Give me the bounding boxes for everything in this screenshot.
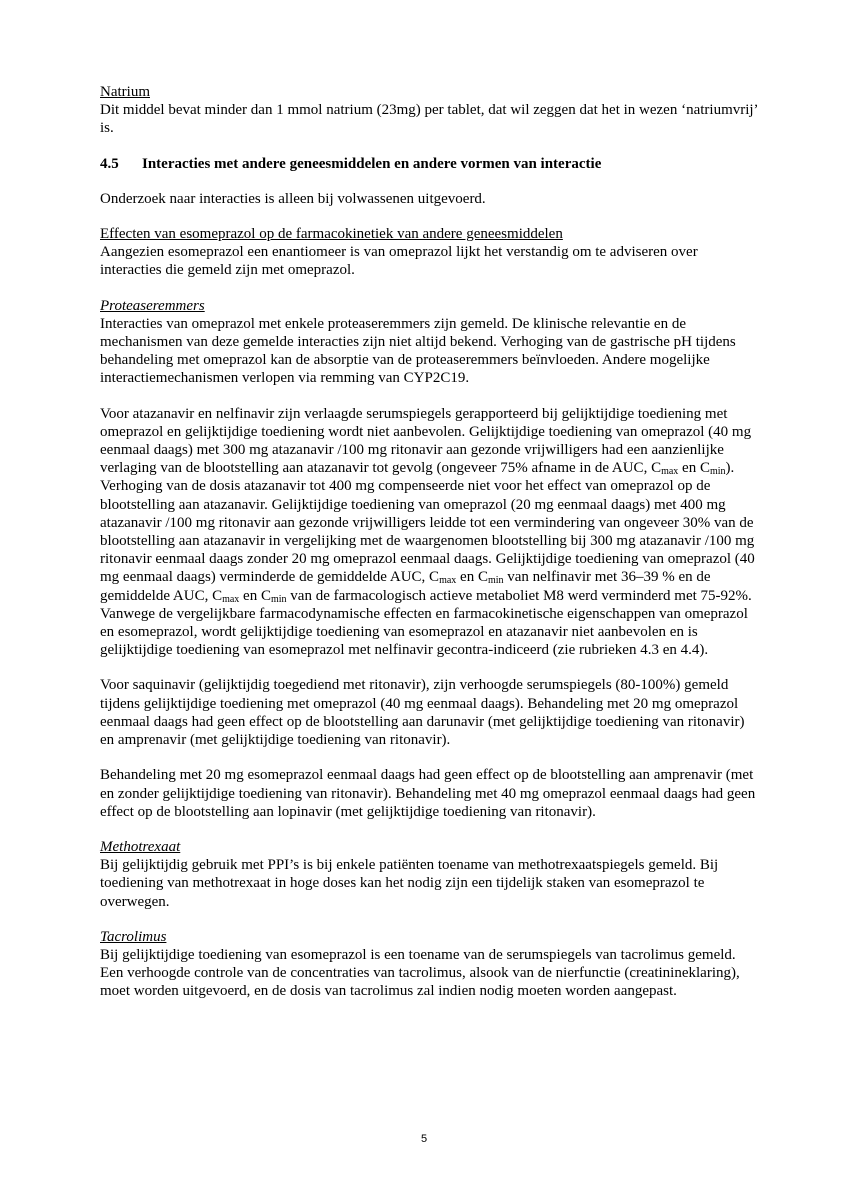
intro-block <box>100 190 760 208</box>
effecten-block <box>100 225 760 280</box>
atazanavir-block <box>100 405 760 660</box>
atazanavir-s3: ). Verhoging van de dosis atazanavir tot 400 mg compenseerde niet voor het effect van omeprazol op de blootstelling aan atazanavir. Gelijktijdige toediening van omeprazol (20 mg eenmaal daags) met 400 mg atazanavir /100 mg ritonavir aan gezonde vrijwilligers leidde tot een vermindering van ongeveer 30% van de blootstelling aan atazanavir in vergelijking met de waargenomen blootstelling bij 300 mg atazanavir /100 mg ritonavir eenmaal daags zonder 20 mg omeprazol eenmaal daags. Gelijktijdige toediening van omeprazol (40 mg eenmaal daags) verminderde de gemiddelde AUC, C <box>100 460 755 586</box>
atazanavir-s6: en C <box>239 587 271 604</box>
page-number: 5 <box>420 1133 428 1145</box>
methotrexaat-text: Bij gelijktijdig gebruik met PPI’s is bij enkele patiënten toename van methotrexaatspiegels gemeld. Bij toediening van methotrexaat in hoge doses kan het nodig zijn een tijdelijk staken van esomeprazol te overwegen. <box>100 857 719 910</box>
methotrexaat-block <box>100 838 760 911</box>
atazanavir-s2: en C <box>678 460 710 477</box>
methotrexaat-title: Methotrexaat <box>100 838 181 855</box>
sub-min-2: min <box>487 575 504 587</box>
tacrolimus-block <box>100 928 760 1001</box>
sub-min-3: min <box>270 593 287 605</box>
saquinavir-block <box>100 676 760 749</box>
sub-max-3: max <box>222 593 240 605</box>
sub-min-1: min <box>709 466 726 478</box>
amprenavir-text: Behandeling met 20 mg esomeprazol eenmaal daags had geen effect op de blootstelling aan amprenavir (met en zonder gelijktijdige toediening van ritonavir). Behandeling met 40 mg omeprazol eenmaal daags had geen effect op de blootstelling aan lopinavir (met gelijktijdige toediening van ritonavir). <box>100 767 756 820</box>
section-number: 4.5 <box>100 155 119 172</box>
atazanavir-text <box>100 405 760 660</box>
natrium-block <box>100 83 760 138</box>
proteaseremmers-block <box>100 297 760 388</box>
saquinavir-text: Voor saquinavir (gelijktijdig toegediend met ritonavir), zijn verhoogde serumspiegels (80-100%) gemeld tijdens gelijktijdige toediening met omeprazol (40 mg eenmaal daags). Behandeling met 20 mg omeprazol eenmaal daags had geen effect op de blootstelling aan darunavir (met gelijktijdige toediening van ritonavir) en amprenavir (met gelijktijdige toediening van ritonavir). <box>100 677 745 749</box>
effecten-title: Effecten van esomeprazol op de farmacokinetiek van andere geneesmiddelen <box>100 226 563 243</box>
effecten-text: Aangezien esomeprazol een enantiomeer is van omeprazol lijkt het verstandig om te adviseren over interacties die gemeld zijn met omeprazol. <box>100 244 698 279</box>
proteaseremmers-text: Interacties van omeprazol met enkele proteaseremmers zijn gemeld. De klinische relevantie en de mechanismen van deze gemelde interacties zijn niet altijd bekend. Verhoging van de gastrische pH tijdens behandeling met omeprazol kan de absorptie van de proteaseremmers beïnvloeden. Andere mogelijke interactiemechanismen verlopen via remming van CYP2C19. <box>100 315 736 387</box>
proteaseremmers-title: Proteaseremmers <box>100 297 205 314</box>
natrium-title: Natrium <box>100 84 150 100</box>
section-title: Interacties met andere geneesmiddelen en andere vormen van interactie <box>142 155 602 172</box>
atazanavir-s1: Voor atazanavir en nelfinavir zijn verlaagde serumspiegels gerapporteerd bij gelijktijdige toediening met omeprazol en gelijktijdige toediening wordt niet aanbevolen. Gelijktijdige toediening van omeprazol (40 mg eenmaal daags) met 300 mg atazanavir /100 mg ritonavir aan gezonde vrijwilligers had een aanzienlijke verlaging van de blootstelling aan atazanavir tot gevolg (ongeveer 75% afname in de AUC, C <box>100 405 752 477</box>
atazanavir-s5: van nelfinavir met 36–39 % en de gemiddelde AUC, C <box>100 569 711 604</box>
document-page <box>100 83 760 1018</box>
atazanavir-s7: van de farmacologisch actieve metaboliet M8 werd verminderd met 75-92%. Vanwege de vergelijkbare farmacodynamische effecten en farmacokinetische eigenschappen van omeprazol en esomeprazol, wordt gelijktijdige toediening van esomeprazol en atazanavir niet aanbevolen en is gelijktijdige toediening van esomeprazol met nelfinavir gecontra-indiceerd (zie rubrieken 4.3 en 4.4). <box>100 587 752 659</box>
natrium-text: Dit middel bevat minder dan 1 mmol natrium (23mg) per tablet, dat wil zeggen dat het in wezen ‘natriumvrij’ is. <box>100 102 758 137</box>
section-heading <box>100 155 760 173</box>
tacrolimus-title: Tacrolimus <box>100 928 167 945</box>
tacrolimus-text: Bij gelijktijdige toediening van esomeprazol is een toename van de serumspiegels van tacrolimus gemeld. Een verhoogde controle van de concentraties van tacrolimus, alsook van de nierfunctie (creatinineklaring), moet worden uitgevoerd, en de dosis van tacrolimus zal indien nodig moeten worden aangepast. <box>100 946 740 1000</box>
intro-text: Onderzoek naar interacties is alleen bij volwassenen uitgevoerd. <box>100 190 486 207</box>
sub-max-2: max <box>439 575 457 587</box>
sub-max-1: max <box>661 466 679 478</box>
atazanavir-s4: en C <box>456 569 488 586</box>
amprenavir-block <box>100 766 760 821</box>
